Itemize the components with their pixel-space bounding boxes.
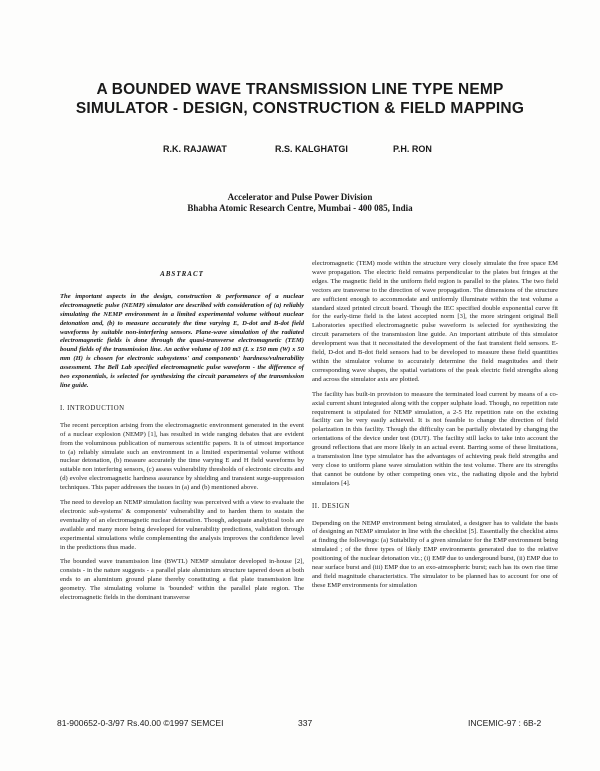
left-column [60,260,304,609]
page-number: 337 [298,718,313,728]
section-heading-design: II. DESIGN [312,502,350,510]
right-paragraph-1: electromagnetic (TEM) mode within the structure very closely simulate the free space EM wave propagation. The electric field remains perpendicular to the plates but fringes at the edges. The magnetic field in the uniform field region is parallel to the plates. The two field vectors are transverse to the direction of wave propagation. The dimensions of the structure are sufficient enough to accommodate and uniformly illuminate within the test volume a standard sized printed circuit board. Though the IEC specified double exponential curve fit for the early-time field is the latest accepted norm [3], the more stringent original Bell Laboratories specified electromagnetic pulse waveform is selected for synthesizing the circuit parameters of the transmission line guide. An important attribute of this simulator development was that it necessitated the development of the fast transient field sensors. E-field, D-dot and B-dot field sensors had to be developed to measure these field quantities within the simulator volume to accurately determine the field magnitudes and their corresponding wave shapes, the spatial variations of the peak electric field strengths along and across the simulator axis are plotted. [312,260,558,383]
intro-paragraph-3: The bounded wave transmission line (BWTL) NEMP simulator developed in-house [2], consists - in the nature suggests - a parallel plate aluminium structure tapered down at both ends to an aluminium ground plane thereby constituting a flat plate transmission line geometry. The simulating volume is 'bounded' within the parallel plate region. The electromagnetic fields in the dominant transverse [60,558,304,602]
footer-isbn-price: 81-900652-0-3/97 Rs.40.00 ©1997 SEMCEI [57,718,224,728]
paper-title [0,80,600,118]
author-list [0,144,600,158]
affiliation [0,192,600,214]
author-1: R.K. RAJAWAT [163,144,227,154]
intro-paragraph-2: The need to develop an NEMP simulation facility was perceived with a view to evaluate the electronic sub-systems' & components' vulnerability and to harden them to sustain the eventuality of an electromagnetic nuclear detonation. Though, adequate analytical tools are available and many more being developed for vulnerability predictions, validation through experimental simulations while complementing the analysis improves the confidence level in the predictions thus made. [60,499,304,551]
page-footer [0,718,600,730]
abstract-body [60,293,304,391]
author-2: R.S. KALGHATGI [275,144,348,154]
intro-paragraph-1: The recent perception arising from the electromagnetic environment generated in the event of a nuclear explosion (NEMP) [1], has resulted in wide ranging debates that are evident from the voluminous publication of numerous scientific papers. It is of utmost importance to (a) reliably simulate such an environment in a limited experimental volume without nuclear detonation, (b) measure accurately the time varying E and H field waveforms by suitable non interfering sensors, (c) assess vulnerability thresholds of electronic circuits and (d) evolve electromagnetic hardness assurance by shielding and transient surge-suppression techniques. This paper addresses the issues in (a) and (b) mentioned above. [60,421,304,492]
paper-title-line-1: A BOUNDED WAVE TRANSMISSION LINE TYPE NEMP [96,81,504,98]
abstract-heading: ABSTRACT [160,270,204,278]
right-column [312,260,558,597]
design-paragraph: Depending on the NEMP environment being simulated, a designer has to validate the basis of designing an NEMP simulator in line with the checklist [5]. Essentially the checklist aims at finding the followings: (a) Suitability of a given simulator for the EMP environment being simulated ; of the three types of likely EMP environments generated due to the relative positioning of the nuclear detonation viz.; (i) EMP due to underground burst, (ii) EMP due to near surface burst and (iii) EMP due to an exo-atmospheric burst; each has its own rise time and field magnitude characteristics. The simulator to be planned has to account for one of these EMP environments for simulation [312,519,558,589]
right-paragraph-2: The facility has built-in provision to measure the terminated load current by means of a co-axial current shunt integrated along with the copper sulphate load. Though, no repetition rate requirement is stipulated for NEMP simulation, a 2-5 Hz repetition rate on the existing facility can be very easily achieved. It is not feasible to change the direction of field polarization in this facility. Though the difficulty can be partially obviated by changing the orientations of the device under test (DUT). The facility still lacks to take into account the ground reflections that are more likely in an actual event. Barring some of these limitations, a transmission line type simulator has the advantages of achieving peak field strengths and very close to uniform plane wave simulation within the test volume. There are its strengths that cannot be outdone by other competing ones viz., the radiating dipole and the hybrid simulators [4]. [312,390,558,487]
author-3: P.H. RON [393,144,432,154]
section-heading-introduction: I. INTRODUCTION [60,404,125,412]
abstract-text: The important aspects in the design, construction & performance of a nuclear electromagnetic pulse (NEMP) simulator are described with consideration of (a) reliably simulating the NEMP environment in a limited experimental volume without nuclear detonation and, (b) to measure accurately the time varying E, D-dot and B-dot field waveforms by suitable non-interfering sensors. Plane-wave simulation of the radiated electromagnetic fields is done through the quasi-transverse electromagnetic (TEM) bound fields of the transmission line. An active volume of 100 m3 (L x 150 mm (W) x 50 mm (H) is chosen for electronic subsystems' and components' hardness/vulnerability assessment. The Bell Lab specified electromagnetic pulse waveform - the difference of two exponentials, is selected for synthesizing the circuit parameters of the transmission line guide. [60,292,304,389]
paper-title-line-2: SIMULATOR - DESIGN, CONSTRUCTION & FIELD MAPPING [75,100,525,117]
affiliation-centre: Bhabha Atomic Research Centre, Mumbai - 400 085, India [187,203,413,213]
affiliation-division: Accelerator and Pulse Power Division [227,192,373,202]
conference-tag: INCEMIC-97 : 6B-2 [468,718,542,728]
